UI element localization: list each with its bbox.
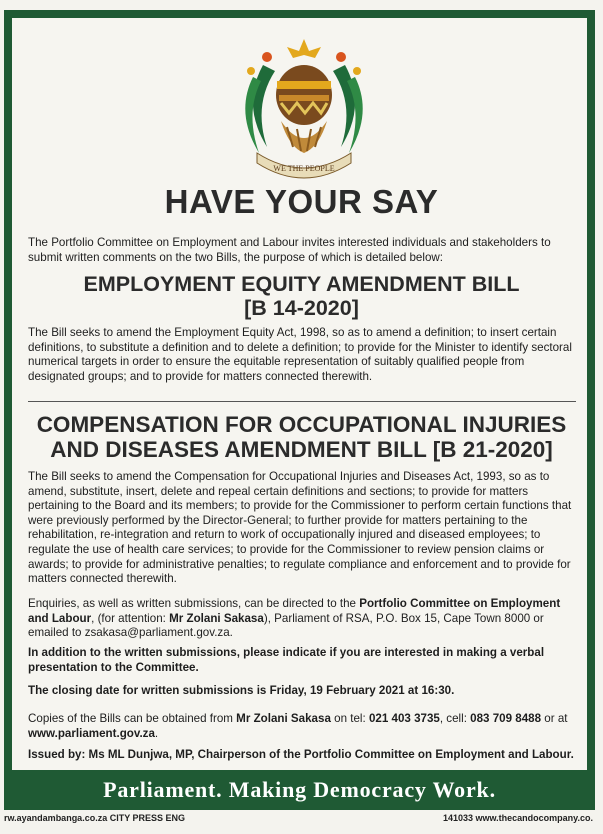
bill2-title: COMPENSATION FOR OCCUPATIONAL INJURIES [36,412,567,437]
parliament-crest-logo [223,35,385,185]
copies-text-2: on tel: [330,712,369,725]
copies-tel: 021 403 3735 [368,712,440,725]
copies-cell: 083 709 8488 [470,712,542,725]
bill2-title-line2: AND DISEASES AMENDMENT BILL [B 21-2020] [50,437,553,462]
crest-motto: WE THE PEOPLE [273,164,335,173]
section-divider [28,401,576,402]
enquiries-contact: Mr Zolani Sakasa [169,611,264,625]
enquiries-committee: Portfolio Committee on Employment and Labour [28,597,561,625]
footer-left: rw.ayandambanga.co.za CITY PRESS ENG [4,813,186,823]
copies-text-3: , cell: [439,712,471,725]
bill1-number: [B 14-2020] [244,296,359,320]
closing-date: The closing date for written submissions is Friday, 19 February 2021 at 16:30. [28,684,455,697]
bill2-heading [0,412,603,462]
copies-text-4: or at [541,712,568,725]
copies-paragraph [28,712,576,741]
enquiries-paragraph [28,597,576,641]
slogan-band: Parliament. Making Democracy Work. [4,770,595,810]
issued-by: Issued by: Ms ML Dunjwa, MP, Chairperson of the Portfolio Committee on Employment and Labour. [28,748,574,761]
bill2-description: The Bill seeks to amend the Compensation for Occupational Injuries and Diseases Act, 1993, so as to amend, substitute, insert, delete and repeal certain definitions and sections; to provide for matters pertaining to the Board and its members; to provide for the Commissioner to perform certain functions that were previously performed by the Director-General; to further provide for matters pertaining to the rehabilitation, re-integration and return to work of occupationally injured and diseased employees; to regulate the use of health care services; to provide for the Commissioner to review pension claims or awards; to provide for administrative penalties; to regulate compliance and enforcement and to provide for matters connected therewith. [28,470,572,586]
enquiries-text-2: , (for attention: [91,611,170,625]
enquiries-text-3: ), Parliament of RSA, P.O. Box 15, Cape Town 8000 or emailed to zsakasa@parliament.gov.za. [28,611,544,640]
footer-right: 141033 www.thecandocompany.co. [442,813,593,823]
copies-contact: Mr Zolani Sakasa [236,712,331,725]
copies-text-5: . [154,726,159,740]
enquiries-text-1: Enquiries, as well as written submissions, can be directed to the [28,597,360,610]
page-title: HAVE YOUR SAY [164,183,439,220]
bill1-heading [0,272,603,320]
bill1-title: EMPLOYMENT EQUITY AMENDMENT BILL [83,272,520,296]
copies-url: www.parliament.gov.za [28,726,155,740]
verbal-presentation-note: In addition to the written submissions, please indicate if you are interested in making a verbal presentation to the Committee. [28,646,545,674]
copies-text-1: Copies of the Bills can be obtained from [28,712,237,725]
bill1-description: The Bill seeks to amend the Employment Equity Act, 1998, so as to amend a definition; to insert certain definitions, to substitute a definition and to delete a definition; to provide for the Minister to identify sectoral numerical targets in order to ensure the equitable representation of suitably qualified people from designated groups; and to provide for matters connected therewith. [28,326,572,383]
intro-paragraph: The Portfolio Committee on Employment and Labour invites interested individuals and stakeholders to submit written comments on the two Bills, the purpose of which is detailed below: [28,236,551,264]
